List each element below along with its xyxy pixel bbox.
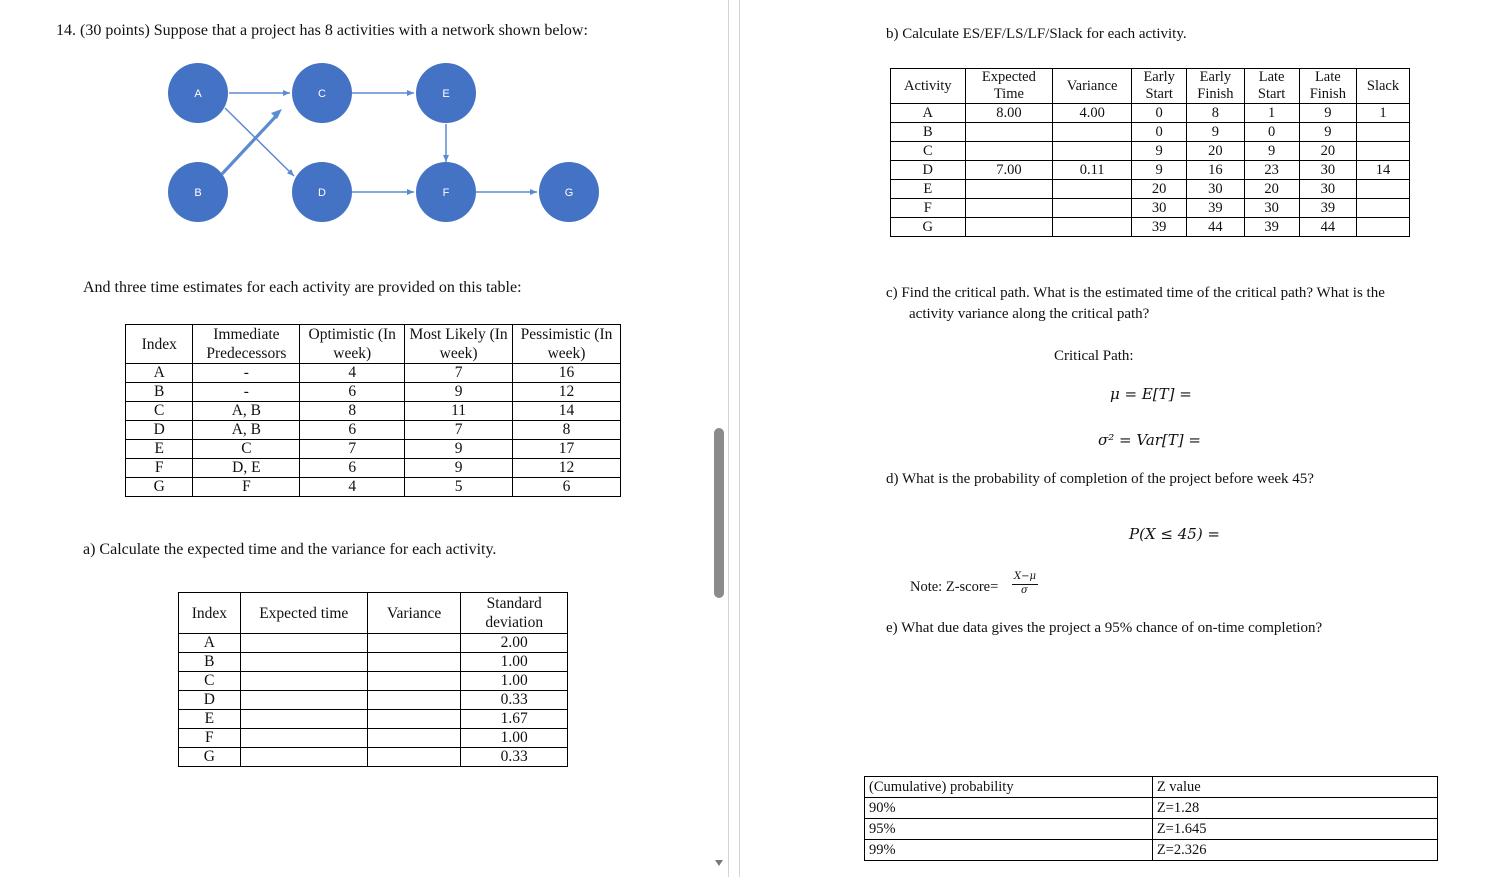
table-row [126,440,621,459]
table-cell [240,634,367,653]
table-cell [1053,218,1132,237]
network-diagram [160,58,610,228]
table-cell [367,748,461,767]
variance-table [178,592,568,767]
table-cell: 14 [1356,161,1409,180]
table-cell [1356,199,1409,218]
table-cell: - [193,364,300,383]
table-cell: 6 [300,421,405,440]
table-cell: 8 [300,402,405,421]
svg-text:C: C [318,88,326,100]
table-cell: 17 [513,440,621,459]
schedule-table [890,68,1410,237]
table-cell [1053,123,1132,142]
table-row [891,180,1410,199]
edge-a-d [225,108,294,176]
table-cell: 4.00 [1053,104,1132,123]
table-cell: 7 [405,364,513,383]
z-value-table [864,776,1438,861]
svg-text:E: E [442,88,450,100]
table-cell [1356,180,1409,199]
table-cell [367,672,461,691]
table-cell: 0 [1244,123,1299,142]
svg-text:B: B [194,187,202,199]
table-cell: C [891,142,966,161]
table-cell: C [179,672,241,691]
table-cell: 9 [405,383,513,402]
table-cell: 44 [1299,218,1356,237]
table-cell: 14 [513,402,621,421]
table-cell: G [179,748,241,767]
table-cell: D [891,161,966,180]
table-cell: Z=1.28 [1152,798,1437,819]
table-cell: 16 [1187,161,1244,180]
node-d [292,162,352,222]
table-cell: 9 [1244,142,1299,161]
estimates-body [126,364,621,497]
table-cell: G [126,478,193,497]
header-cell: Standard deviation [461,593,568,634]
table-cell: 7.00 [965,161,1053,180]
table-cell: D [126,421,193,440]
table-row [126,478,621,497]
table-cell: 0 [1132,123,1187,142]
sigma-expression: σ² = Var[T] = [1098,431,1201,449]
table-cell: 90% [865,798,1153,819]
table-cell: D, E [193,459,300,478]
table-cell: 0.33 [461,748,568,767]
table-cell: 39 [1244,218,1299,237]
header-cell: Late Finish [1299,69,1356,104]
schedule-body [891,104,1410,237]
table-cell [1356,218,1409,237]
note-numerator: X−μ [1014,571,1036,582]
table-cell: 7 [405,421,513,440]
variance-body [179,634,568,767]
table-cell: 11 [405,402,513,421]
table-row [891,161,1410,180]
table-cell: Z=2.326 [1152,840,1437,861]
table-cell [1356,142,1409,161]
table-row [126,421,621,440]
header-cell: Pessimistic (In week) [513,325,621,364]
scrollbar-thumb[interactable] [714,428,724,598]
table-row [126,459,621,478]
z-body [865,798,1438,861]
part-a-text: a) Calculate the expected time and the variance for each activity. [83,541,497,558]
table-cell: 39 [1299,199,1356,218]
table-cell: 0.33 [461,691,568,710]
table-cell: 1.00 [461,729,568,748]
header-cell: Expected Time [965,69,1053,104]
header-cell: Variance [367,593,461,634]
scroll-down-arrow-icon[interactable] [715,860,723,866]
table-cell: 1 [1356,104,1409,123]
table-cell: A [126,364,193,383]
table-row [179,710,568,729]
table-cell: A, B [193,402,300,421]
table-cell [1053,199,1132,218]
table-cell: 1 [1244,104,1299,123]
table-cell: 16 [513,364,621,383]
part-c-line-1: c) Find the critical path. What is the estimated time of the critical path? What is the [886,285,1385,301]
left-page [0,0,728,877]
table-cell [240,653,367,672]
table-cell: 44 [1187,218,1244,237]
table-cell: 4 [300,364,405,383]
table-cell: - [193,383,300,402]
edge-b-c-shaft [222,114,278,174]
part-e-text: e) What due data gives the project a 95% chance of on-time completion? [886,620,1323,636]
estimates-table [125,324,621,497]
header-cell: Expected time [240,593,367,634]
table-cell [965,199,1053,218]
table-cell [1053,142,1132,161]
table-cell: D [179,691,241,710]
table-cell [367,729,461,748]
table-row [891,218,1410,237]
estimates-header-row [126,325,621,364]
table-row [891,123,1410,142]
table-cell: A, B [193,421,300,440]
svg-text:F: F [442,187,450,199]
header-cell: Immediate Predecessors [193,325,300,364]
question-14-title: 14. (30 points) Suppose that a project has 8 activities with a network shown below: [56,22,588,39]
table-row [891,104,1410,123]
table-cell [965,218,1053,237]
table-cell [240,710,367,729]
table-cell: 30 [1244,199,1299,218]
table-cell: 12 [513,383,621,402]
table-cell [1356,123,1409,142]
node-f [416,162,476,222]
header-cell: Variance [1053,69,1132,104]
table-cell: C [193,440,300,459]
table-cell: 95% [865,819,1153,840]
table-row [865,819,1438,840]
part-c-line-2: activity variance along the critical path? [909,306,1150,322]
header-cell: Optimistic (In week) [300,325,405,364]
table-cell: 30 [1299,180,1356,199]
table-cell: C [126,402,193,421]
table-cell: 30 [1299,161,1356,180]
table-cell: 20 [1299,142,1356,161]
table-cell: 8.00 [965,104,1053,123]
variance-header-row [179,593,568,634]
table-cell: E [891,180,966,199]
svg-text:G: G [564,187,574,199]
table-cell [367,691,461,710]
table-cell: Z=1.645 [1152,819,1437,840]
z-header-row [865,777,1438,798]
node-c [292,63,352,123]
header-cell: Z value [1152,777,1437,798]
table-row [865,840,1438,861]
schedule-header-row [891,69,1410,104]
table-cell: 1.00 [461,653,568,672]
table-cell: 8 [513,421,621,440]
table-cell: 0 [1132,104,1187,123]
table-cell [1053,180,1132,199]
table-cell: 9 [1132,142,1187,161]
table-cell: G [891,218,966,237]
table-row [179,672,568,691]
table-cell: 39 [1187,199,1244,218]
table-intro-text: And three time estimates for each activity are provided on this table: [83,279,522,296]
header-cell: Activity [891,69,966,104]
table-cell [240,691,367,710]
table-cell: 0.11 [1053,161,1132,180]
part-d-text: d) What is the probability of completion of the project before week 45? [886,471,1314,487]
header-cell: (Cumulative) probability [865,777,1153,798]
part-b-text: b) Calculate ES/EF/LS/LF/Slack for each activity. [886,26,1187,42]
table-cell: F [891,199,966,218]
table-row [179,634,568,653]
table-cell: B [126,383,193,402]
table-cell: E [179,710,241,729]
table-row [126,402,621,421]
table-cell: 9 [405,440,513,459]
table-cell: E [126,440,193,459]
table-cell: 39 [1132,218,1187,237]
table-cell: 30 [1187,180,1244,199]
table-cell: 12 [513,459,621,478]
svg-text:A: A [194,88,202,100]
header-cell: Index [126,325,193,364]
table-row [891,142,1410,161]
node-a [168,63,228,123]
probability-expression: P(X ≤ 45) = [1129,525,1221,543]
table-cell: F [179,729,241,748]
page-gutter [728,0,740,877]
table-cell: 2.00 [461,634,568,653]
table-cell: 30 [1132,199,1187,218]
table-cell [965,180,1053,199]
note-prefix: Note: Z-score= [910,579,999,595]
table-cell: 9 [1187,123,1244,142]
table-cell: 5 [405,478,513,497]
table-cell: 20 [1132,180,1187,199]
table-cell [965,123,1053,142]
table-cell: 4 [300,478,405,497]
table-cell: 23 [1244,161,1299,180]
header-cell: Late Start [1244,69,1299,104]
table-row [891,199,1410,218]
table-cell: 20 [1244,180,1299,199]
node-g [539,162,599,222]
table-cell [367,710,461,729]
right-page [740,0,1494,877]
header-cell: Most Likely (In week) [405,325,513,364]
table-cell [367,634,461,653]
table-cell: 6 [300,459,405,478]
header-cell: Early Finish [1187,69,1244,104]
table-cell: 1.00 [461,672,568,691]
header-cell: Early Start [1132,69,1187,104]
table-cell: 9 [1299,104,1356,123]
table-cell [240,729,367,748]
table-cell: 6 [513,478,621,497]
table-cell: 7 [300,440,405,459]
table-cell: B [179,653,241,672]
table-cell: 8 [1187,104,1244,123]
table-cell [367,653,461,672]
table-cell: F [126,459,193,478]
table-cell: 6 [300,383,405,402]
table-row [179,691,568,710]
table-cell [240,672,367,691]
table-cell: A [891,104,966,123]
table-cell: 99% [865,840,1153,861]
table-cell: 9 [405,459,513,478]
note-denominator: σ [1021,585,1028,596]
table-cell: 9 [1299,123,1356,142]
svg-text:D: D [318,187,326,199]
node-b [168,162,228,222]
table-cell: 9 [1132,161,1187,180]
table-row [179,653,568,672]
table-cell: A [179,634,241,653]
table-cell: B [891,123,966,142]
table-cell: 1.67 [461,710,568,729]
node-e [416,63,476,123]
header-cell: Index [179,593,241,634]
mu-expression: μ = E[T] = [1110,385,1192,403]
table-cell: F [193,478,300,497]
table-row [126,364,621,383]
table-cell [240,748,367,767]
table-cell: 20 [1187,142,1244,161]
critical-path-label: Critical Path: [1054,348,1134,364]
table-row [179,748,568,767]
header-cell: Slack [1356,69,1409,104]
table-row [865,798,1438,819]
table-row [126,383,621,402]
table-row [179,729,568,748]
table-cell [965,142,1053,161]
